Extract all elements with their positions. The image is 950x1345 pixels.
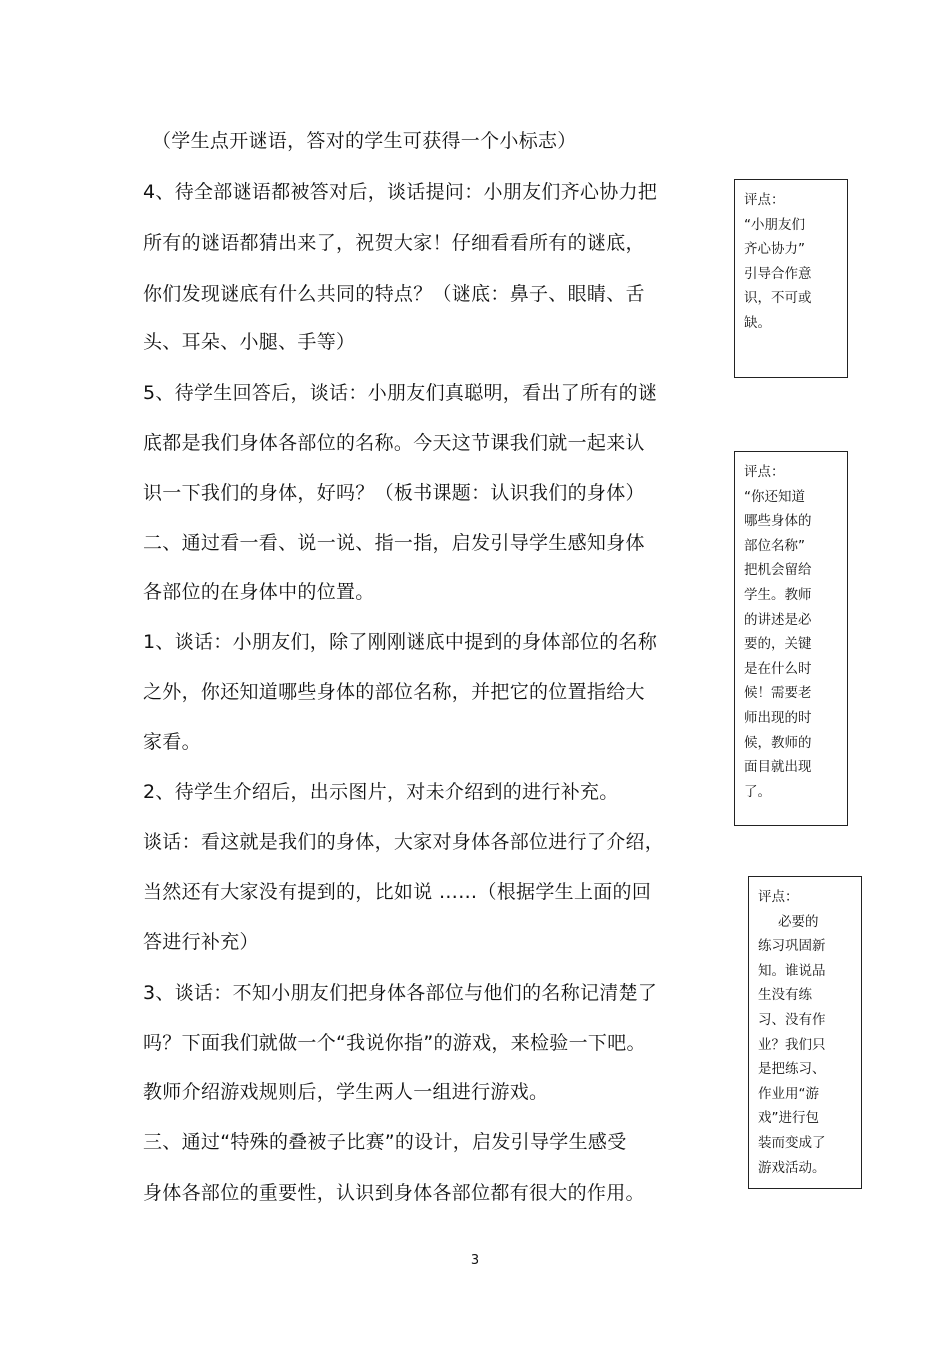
comment-line: 师出现的时 [744, 709, 812, 726]
section-heading: 二、通过看一看、说一说、指一指，启发引导学生感知身体 [143, 532, 645, 554]
comment-box [734, 451, 848, 826]
text-line: 家看。 [143, 731, 201, 753]
comment-line: 必要的 [778, 913, 819, 930]
section-heading: 各部位的在身体中的位置。 [143, 581, 375, 603]
text-line: 3、谈话：不知小朋友们把身体各部位与他们的名称记清楚了 [143, 982, 658, 1004]
text-line: 识一下我们的身体，好吗？（板书课题：认识我们的身体） [143, 482, 645, 504]
text-line: 5、待学生回答后，谈话：小朋友们真聪明，看出了所有的谜 [143, 382, 658, 404]
text-line: 谈话：看这就是我们的身体，大家对身体各部位进行了介绍， [143, 831, 665, 853]
comment-line: “你还知道 [744, 488, 805, 505]
comment-line: 是把练习、 [758, 1061, 826, 1078]
text-line: 4、待全部谜语都被答对后，谈话提问：小朋友们齐心协力把 [143, 181, 658, 203]
comment-line: 戏”进行包 [758, 1110, 819, 1127]
text-line: 1、谈话：小朋友们，除了刚刚谜底中提到的身体部位的名称 [143, 631, 658, 653]
comment-line: 要的，关键 [744, 636, 812, 653]
text-line: 2、待学生介绍后，出示图片，对未介绍到的进行补充。 [143, 781, 619, 803]
text-line: （学生点开谜语，答对的学生可获得一个小标志） [152, 130, 577, 152]
comment-line: 候，教师的 [744, 734, 812, 751]
text-line: 头、耳朵、小腿、手等） [143, 331, 356, 353]
comment-line: 学生。教师 [744, 586, 812, 603]
comment-line: 缺。 [744, 314, 771, 331]
comment-line: 练习巩固新 [758, 938, 826, 955]
comment-line: 识，不可或 [744, 290, 812, 307]
comment-line: 知。谁说品 [758, 962, 826, 979]
comment-line: 齐心协力” [744, 241, 805, 258]
comment-line: 生没有练 [758, 987, 812, 1004]
comment-line: 哪些身体的 [744, 513, 812, 530]
comment-line: 候！需要老 [744, 685, 812, 702]
comment-line: “小朋友们 [744, 216, 805, 233]
text-line: 你们发现谜底有什么共同的特点？（谜底：鼻子、眼睛、舌 [143, 283, 645, 305]
comment-box [748, 876, 862, 1189]
comment-label: 评点： [758, 889, 799, 905]
comment-line: 装而变成了 [758, 1134, 826, 1151]
comment-line: 作业用“游 [758, 1085, 819, 1102]
text-line: 之外，你还知道哪些身体的部位名称，并把它的位置指给大 [143, 681, 645, 703]
comment-line: 部位名称” [744, 537, 805, 554]
comment-line: 了。 [744, 783, 771, 800]
text-line: 答进行补充） [143, 931, 259, 953]
text-line: 吗？下面我们就做一个“我说你指”的游戏，来检验一下吧。 [143, 1032, 646, 1054]
section-heading: 三、通过“特殊的叠被子比赛”的设计，启发引导学生感受 [143, 1131, 627, 1153]
text-line: 教师介绍游戏规则后，学生两人一组进行游戏。 [143, 1081, 549, 1103]
text-line: 所有的谜语都猜出来了，祝贺大家！仔细看看所有的谜底， [143, 232, 645, 254]
section-heading: 身体各部位的重要性，认识到身体各部位都有很大的作用。 [143, 1182, 645, 1204]
page-number: 3 [470, 1253, 480, 1268]
comment-box [734, 179, 848, 378]
comment-line: 习、没有作 [758, 1011, 826, 1028]
comment-line: 面目就出现 [744, 759, 812, 776]
comment-label: 评点： [744, 192, 785, 208]
comment-line: 游戏活动。 [758, 1159, 826, 1176]
text-line: 底都是我们身体各部位的名称。今天这节课我们就一起来认 [143, 432, 645, 454]
comment-line: 业？我们只 [758, 1036, 826, 1053]
comment-label: 评点： [744, 464, 785, 480]
comment-line: 的讲述是必 [744, 611, 812, 628]
text-line: 当然还有大家没有提到的，比如说 ……（根据学生上面的回 [143, 881, 652, 903]
comment-line: 是在什么时 [744, 660, 812, 677]
comment-line: 把机会留给 [744, 562, 812, 579]
comment-line: 引导合作意 [744, 265, 812, 282]
